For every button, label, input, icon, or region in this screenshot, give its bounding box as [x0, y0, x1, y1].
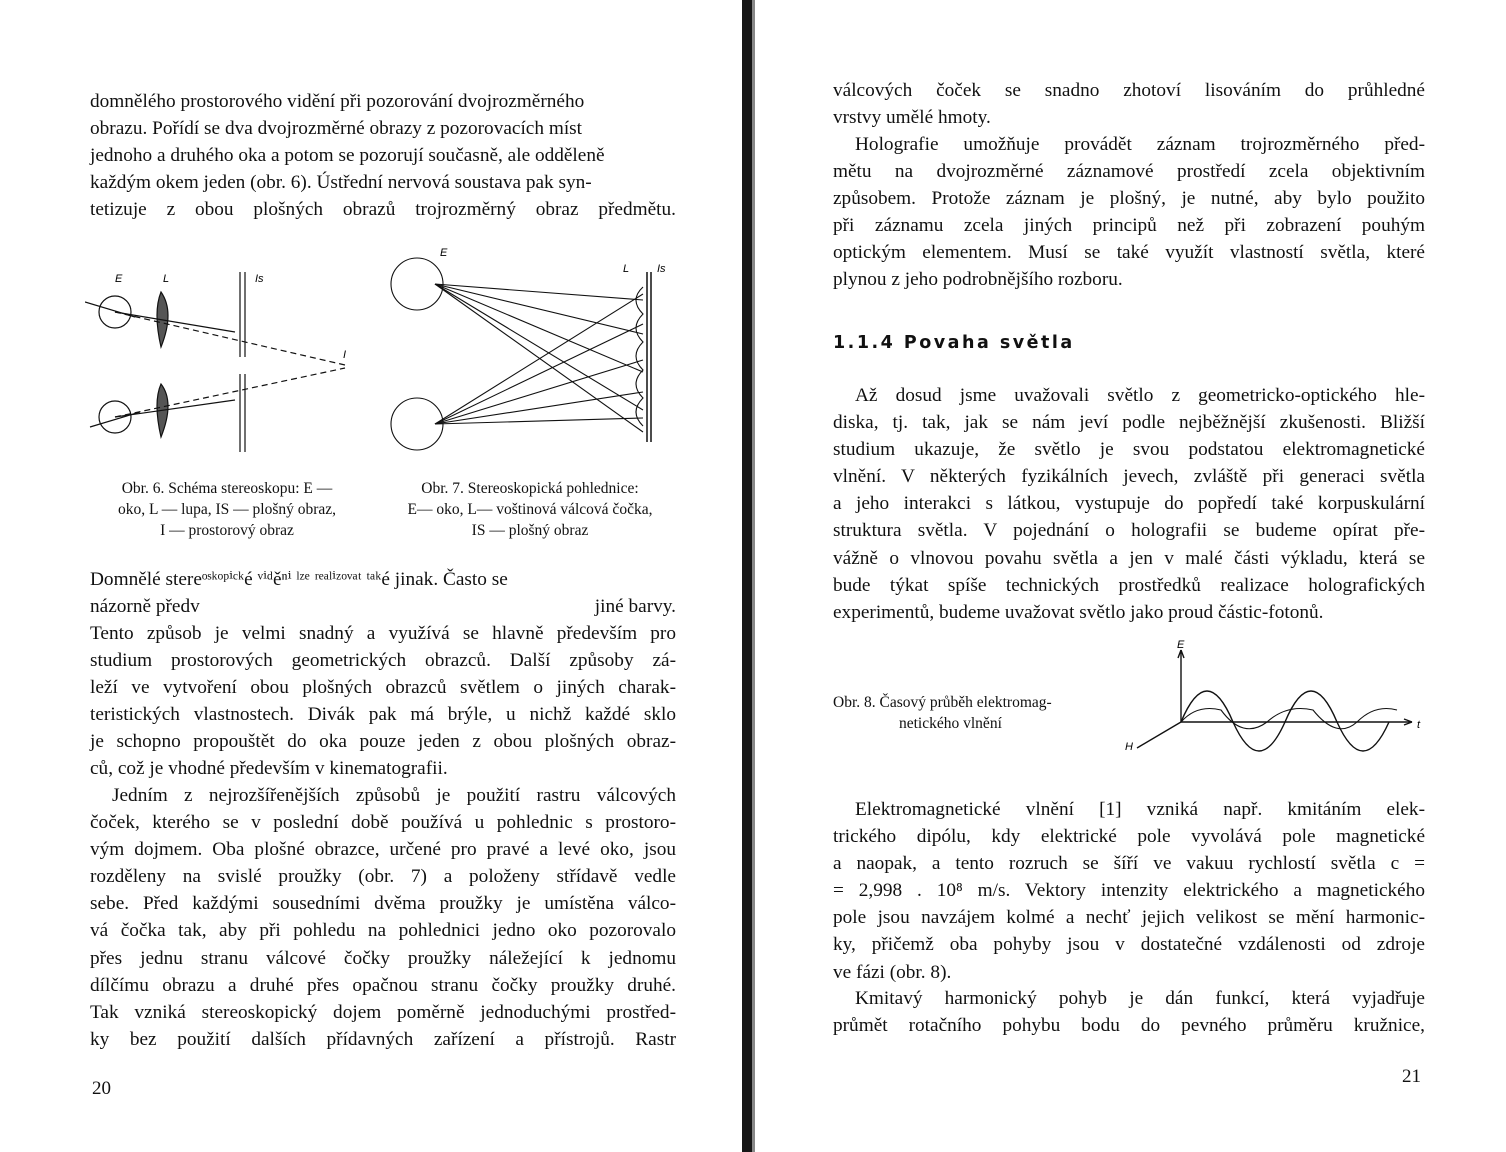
- fig6-label-plane: Is: [255, 273, 264, 285]
- right-page: [755, 0, 1506, 1152]
- text-line: optickým elementem. Musí se také využít vlastností světla, které: [833, 242, 1425, 264]
- text-line: Holografie umožňuje provádět záznam trojrozměrného před-: [855, 134, 1425, 155]
- text-line: ců, což je vhodné především v kinematografii.: [90, 758, 448, 780]
- figure-8-em-wave-diagram: [1117, 640, 1437, 765]
- caption-line: E— oko, L— voštinová válcová čočka,: [407, 501, 653, 518]
- text-line: Elektromagnetické vlnění [1] vzniká např. kmitáním elek-: [855, 799, 1425, 820]
- right-em-paragraph: [833, 796, 1425, 986]
- text-line: tetizuje z obou plošných obrazů trojrozměrný obraz předmětu.: [90, 199, 676, 221]
- text-line: plynou z jeho podrobnějšího rozboru.: [833, 269, 1123, 291]
- fig7-label-eye: E: [440, 247, 448, 259]
- text-line: pole jsou navzájem kolmé a nechť jejich velikost se mění harmonic-: [833, 907, 1425, 929]
- text-line: trického dipólu, kdy elektrické pole vyvolává pole magnetické: [833, 826, 1425, 848]
- left-body-paragraph: [90, 647, 676, 782]
- text-line: vým dojmem. Oba plošné obrazce, určené pro pravé a levé oko, jsou: [90, 839, 676, 861]
- text-line: ky bez použití dalších přídavných zařízení a přístrojů. Rastr: [90, 1028, 676, 1050]
- caption-line: Obr. 8. Časový průběh elektromag-: [833, 694, 1052, 711]
- text-line: ky, přičemž oba pohyby jsou v dostatečné vzdálenosti od zdroje: [833, 934, 1425, 956]
- text-line: válcových čoček se snadno zhotoví lisováním do průhledné: [833, 80, 1425, 101]
- text-line: Tento způsob je velmi snadný a využívá se hlavně především pro: [90, 623, 676, 645]
- text-line: domnělého prostorového vidění při pozorování dvojrozměrného: [90, 91, 585, 112]
- text-line: dílčímu obrazu a druhé přes opačnou stranu čočky proužky druhé.: [90, 974, 676, 996]
- text-line: = 2,998 . 10⁸ m/s. Vektory intenzity elektrického a magnetického: [833, 880, 1425, 902]
- caption-line: oko, L — lupa, IS — plošný obraz,: [117, 501, 337, 518]
- section-heading: 1.1.4 Povaha světla: [833, 333, 1075, 353]
- text-line: každým okem jeden (obr. 6). Ústřední nervová soustava pak syn-: [90, 172, 592, 194]
- text-line: diska, tj. tak, jak se nám jeví podle nejběžnější zkušenosti. Bližší: [833, 412, 1425, 434]
- caption-line: netického vlnění: [899, 715, 1002, 732]
- text-line: a jeho interakci s látkou, vystupuje do popředí také korpuskulární: [833, 493, 1425, 515]
- fig6-label-image: I: [343, 349, 347, 361]
- text-line: Domnělé stereᵒˢᵏᵒᵖⁱᶜᵏé ᵛⁱᵈěⁿⁱ ˡᶻᵉ ʳᵉᵃˡⁱᶻᵒᵛᵃᵗ ᵗᵃᵏé jinak. Často se: [90, 569, 508, 590]
- text-line: vážně o vlnovou povahu světla a jen v malé části výkladu, která se: [833, 547, 1425, 569]
- text-line: struktura světla. V pojednání o holografii se budeme opírat pře-: [833, 520, 1425, 542]
- text-line: je schopno propouštět do oka pouze jeden z obou plošných obraz-: [90, 731, 676, 753]
- caption-line: Obr. 6. Schéma stereoskopu: E —: [121, 480, 333, 497]
- fig7-label-plane: Is: [657, 263, 666, 275]
- page-number-left: 20: [92, 1078, 111, 1099]
- fig6-label-eye: E: [115, 273, 123, 285]
- fig7-label-lens: L: [623, 263, 630, 275]
- figure-6-caption: [82, 478, 372, 541]
- text-line: obrazu. Pořídí se dva dvojrozměrné obrazy z pozorovacích míst: [90, 118, 583, 140]
- text-line: Jedním z nejrozšířenějších způsobů je použití rastru válcových: [112, 785, 676, 806]
- fig6-label-lens: L: [163, 273, 170, 285]
- text-line: studium prostorových geometrických obrazců. Další způsoby zá-: [90, 650, 676, 671]
- text-line: studium ukazuje, že světlo je svou podstatou elektromagnetické: [833, 439, 1425, 461]
- caption-line: Obr. 7. Stereoskopická pohlednice:: [421, 480, 639, 497]
- left-paragraph-2: [90, 782, 676, 1053]
- figure-8-caption: [833, 692, 1103, 734]
- text-line: přes jednu stranu válcové čočky proužky náležející k jednomu: [90, 947, 676, 969]
- right-holography-paragraph: [833, 131, 1425, 294]
- text-line: Až dosud jsme uvažovali světlo z geometricko-optického hle-: [855, 385, 1425, 406]
- figure-6-stereoscope-diagram: [85, 262, 365, 462]
- text-line: ve fázi (obr. 8).: [833, 961, 952, 983]
- text-line: vá čočka tak, aby při pohledu na pohlednici jedno oko pozorovalo: [90, 920, 676, 942]
- caption-line: I — prostorový obraz: [160, 522, 294, 539]
- text-line: a naopak, a tento rozruch se šíří ve vakuu rychlostí světla c =: [833, 853, 1425, 875]
- text-line: vrstvy umělé hmoty.: [833, 107, 991, 129]
- page-number-right: 21: [1402, 1066, 1421, 1087]
- fig8-label-e: E: [1177, 640, 1185, 651]
- right-light-paragraph: [833, 382, 1425, 626]
- text-line: způsobem. Protože záznam je plošný, je nutné, aby bylo použito: [833, 188, 1425, 210]
- text-line: čoček, kterého se v poslední době používá u pohlednic s prostoro-: [90, 812, 676, 834]
- left-page: [0, 0, 742, 1152]
- left-damaged-paragraph: [90, 566, 676, 647]
- text-line: sebe. Před každými sousedními dvěma proužky je umístěna válco-: [90, 893, 676, 915]
- caption-line: IS — plošný obraz: [471, 522, 589, 539]
- text-line: experimentů, budeme uvažovat světlo jako proud částic-fotonů.: [833, 601, 1324, 623]
- right-kmit-paragraph: [833, 985, 1425, 1039]
- text-line-fragment: [90, 593, 676, 620]
- fragment-right: jiné barvy.: [594, 596, 676, 618]
- text-line: bude týkat spíše technických prostředků realizace holografických: [833, 574, 1425, 596]
- text-line: leží ve vytvoření obou plošných obrazců světlem o jiných charak-: [90, 677, 676, 699]
- text-line: Tak vzniká stereoskopický dojem poměrně jednoduchými prostřed-: [90, 1001, 676, 1023]
- figure-7-stereoscopic-postcard-diagram: [385, 242, 675, 452]
- text-line: rozděleny na svislé proužky (obr. 7) a položeny střídavě vedle: [90, 866, 676, 888]
- book-gutter: [742, 0, 752, 1152]
- text-line: průmět rotačního pohybu bodu do pevného průměru kružnice,: [833, 1015, 1425, 1037]
- text-line: při záznamu zcela jiných principů než při zobrazení pouhým: [833, 215, 1425, 237]
- fig8-label-h: H: [1125, 741, 1133, 753]
- text-line: Kmitavý harmonický pohyb je dán funkcí, která vyjadřuje: [855, 988, 1425, 1009]
- fragment-left: názorně předv: [90, 596, 200, 618]
- text-line: mětu na dvojrozměrné záznamové prostředí zcela objektivním: [833, 161, 1425, 183]
- figure-7-caption: [380, 478, 680, 541]
- text-line: vlnění. V některých fyzikálních jevech, zvláště při generaci světla: [833, 466, 1425, 488]
- text-line: teristických vlastnostech. Divák pak má brýle, u nichž každé sklo: [90, 704, 676, 726]
- text-line: jednoho a druhého oka a potom se pozorují současně, ale odděleně: [90, 145, 605, 167]
- fig8-label-t: t: [1417, 719, 1421, 731]
- left-intro-paragraph: [90, 88, 676, 223]
- right-intro-paragraph: [833, 77, 1425, 131]
